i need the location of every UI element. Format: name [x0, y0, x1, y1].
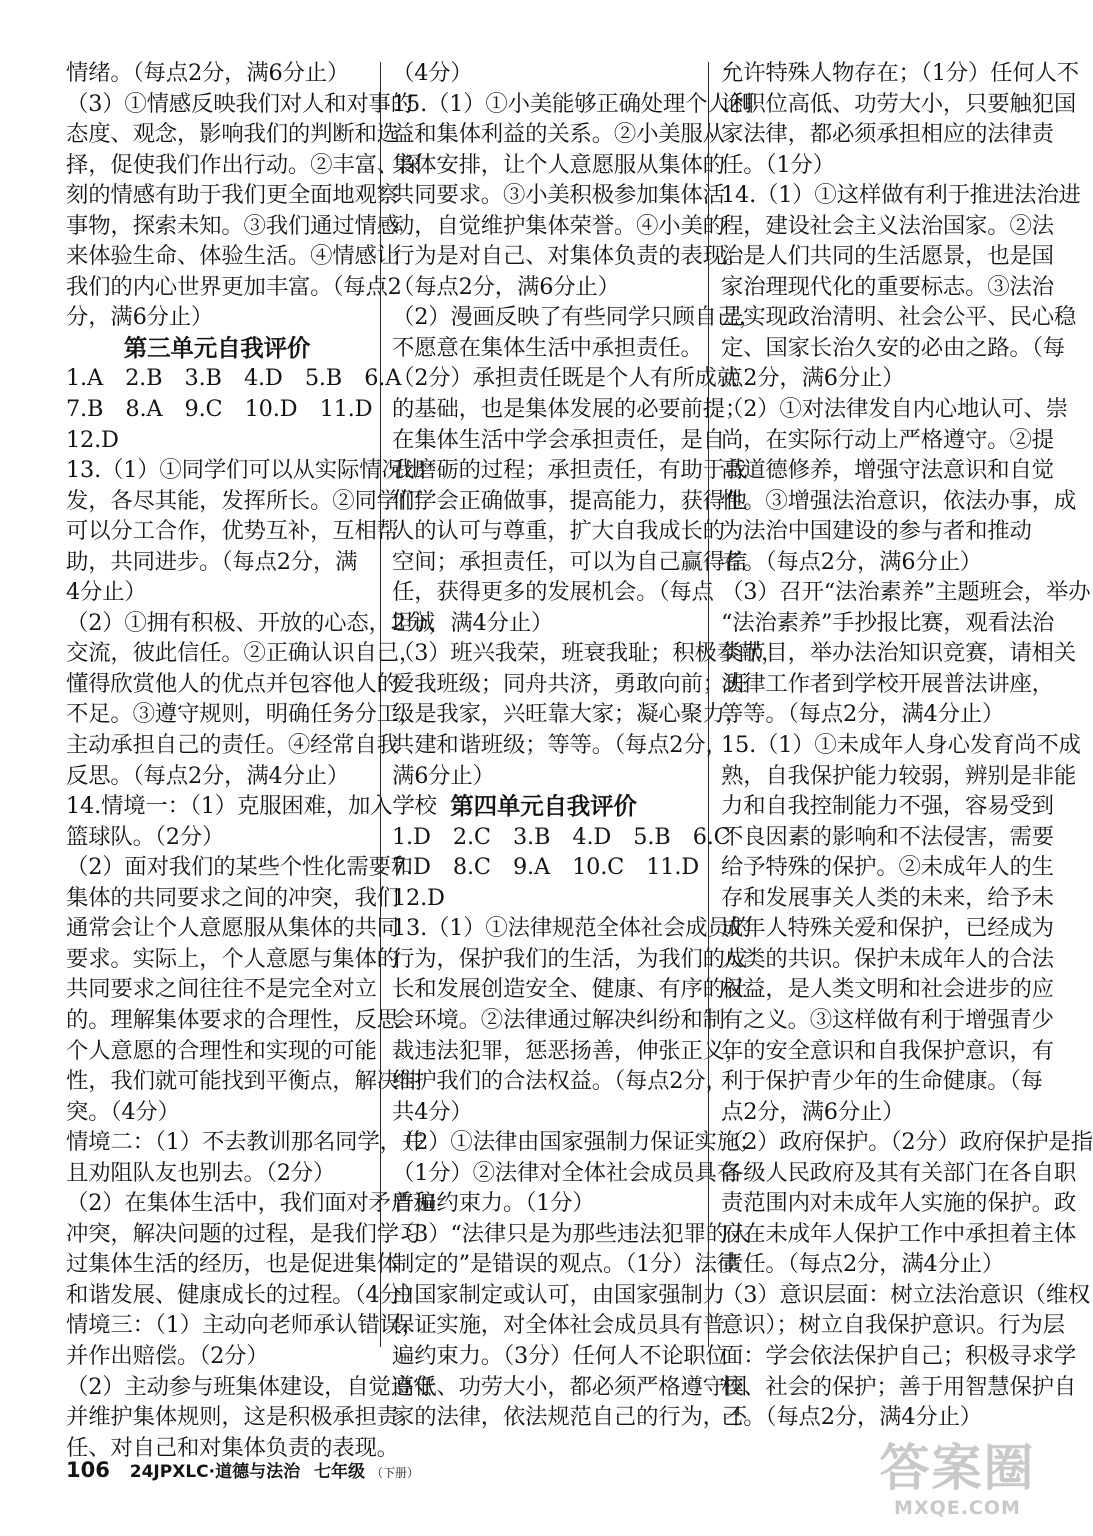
- column-divider: [708, 62, 709, 1347]
- answer-line: 来体验生命、体验生活。④情感让: [66, 243, 399, 270]
- answer-line: 己。（每点2分，满4分止）: [721, 1404, 982, 1431]
- answer-line: 1.A 2.B 3.B 4.D 5.B 6.A: [66, 365, 402, 392]
- answer-line: （2）漫画反映了有些同学只顾自己，: [392, 304, 762, 331]
- answer-line: （2）在集体生活中，我们面对矛盾和: [66, 1190, 436, 1217]
- answer-line: 意识）；树立自我保护意识。行为层: [721, 1312, 1065, 1339]
- answer-line: 益和集体利益的关系。②小美服从: [392, 121, 725, 148]
- answer-line: 空间；承担责任，可以为自己赢得信: [392, 548, 748, 575]
- answer-line: （3）①情感反映我们对人和对事的: [66, 90, 413, 117]
- answer-line: 任。（1分）: [721, 151, 835, 178]
- answer-line: 府在未成年人保护工作中承担着主体: [721, 1220, 1077, 1247]
- answer-line: 利于保护青少年的生命健康。（每: [721, 1068, 1043, 1095]
- answer-line: 我们的内心世界更加丰富。（每点2: [66, 273, 402, 300]
- section-heading: 第三单元自我评价: [123, 333, 311, 362]
- answer-line: 14.（1）①这样做有利于推进法治进: [721, 182, 1081, 209]
- answer-line: 力和自我控制能力不强，容易受到: [721, 793, 1054, 820]
- answer-line: 长和发展创造安全、健康、有序的社: [392, 976, 748, 1003]
- answer-line: （2）①拥有积极、开放的心态，坦诚: [66, 609, 436, 636]
- answer-line: 遍约束力。（3分）任何人不论职位: [392, 1342, 728, 1369]
- answer-line: 各级人民政府及其有关部门在各自职: [721, 1159, 1077, 1186]
- book-code: 24JPXLC·道德与法治: [129, 1462, 301, 1482]
- answer-line: 情绪。（每点2分，满6分止）: [66, 60, 350, 86]
- page-footer: [66, 1457, 419, 1482]
- answer-line: 论职位高低、功劳大小，只要触犯国: [721, 90, 1077, 117]
- answer-line: 共4分）: [392, 1098, 473, 1125]
- answer-line: 突。（4分）: [66, 1098, 180, 1125]
- column-divider: [380, 62, 381, 1347]
- answer-line: 面：学会依法保护自己；积极寻求学: [721, 1342, 1077, 1369]
- answer-line: 裁违法犯罪，惩恶扬善，伸张正义，: [392, 1037, 748, 1064]
- answer-line: 2分，满4分止）: [392, 609, 554, 636]
- answer-line: （2）面对我们的某些个性化需要和: [66, 854, 413, 881]
- answer-line: 集体的共同要求之间的冲突，我们: [66, 884, 399, 911]
- answer-line: 熟，自我保护能力较弱，辨别是非能: [721, 762, 1077, 789]
- answer-line: 家法律，都必须承担相应的法律责: [721, 121, 1054, 148]
- answer-line: 制定的”是错误的观点。（1分）法律: [392, 1251, 739, 1278]
- answer-line: 性。③增强法治意识，依法办事，成: [721, 487, 1077, 514]
- answer-line: 维护我们的合法权益。（每点2分，: [392, 1068, 728, 1095]
- answer-line: 共同要求。③小美积极参加集体活: [392, 182, 725, 209]
- answer-line: （2分）承担责任既是个人有所成就: [392, 365, 739, 392]
- answer-line: 行为，保护我们的生活，为我们的成: [392, 945, 748, 972]
- answer-line: 行为是对自己、对集体负责的表现。: [392, 243, 748, 270]
- answer-line: （3）“法律只是为那些违法犯罪的人: [392, 1220, 751, 1247]
- answer-line: 13.（1）①法律规范全体社会成员的: [392, 915, 752, 942]
- answer-line: 保证实施，对全体社会成员具有普: [392, 1312, 725, 1339]
- answer-line: 成年人特殊关爱和保护，已经成为: [721, 915, 1054, 942]
- answer-line: 们学会正确做事，提高能力，获得他: [392, 487, 748, 514]
- answer-line: 反思。（每点2分，满4分止）: [66, 762, 350, 789]
- answer-line: 情境二：（1）不去教训那名同学，并: [66, 1129, 424, 1156]
- answer-line: 的。理解集体要求的合理性，反思: [66, 1006, 399, 1033]
- page-number: 106: [66, 1458, 110, 1482]
- answer-line: 15.（1）①未成年人身心发育尚不成: [721, 732, 1081, 759]
- answer-line: 过集体生活的经历，也是促进集体: [66, 1251, 399, 1278]
- answer-line: 且劝阻队友也别去。（2分）: [66, 1159, 336, 1186]
- answer-line: 允许特殊人物存在；（1分）任何人不: [721, 60, 1079, 86]
- answer-line: 通常会让个人意愿服从集体的共同: [66, 915, 399, 942]
- answer-line: （2）主动参与班集体建设，自觉遵守: [66, 1373, 436, 1400]
- answer-line: 共同要求之间往往不是完全对立: [66, 976, 377, 1003]
- answer-line: 给予特殊的保护。②未成年人的生: [721, 854, 1054, 881]
- answer-line: （2）①对法律发自内心地认可、崇: [721, 396, 1068, 423]
- answer-line: 满6分止）: [392, 762, 495, 789]
- answer-line: （2）政府保护。（2分）政府保护是指: [721, 1129, 1093, 1156]
- answer-line: 并维护集体规则，这是积极承担责: [66, 1404, 399, 1431]
- answer-line: （每点2分，满6分止）: [392, 273, 620, 300]
- answer-line: 情境三：（1）主动向老师承认错误，: [66, 1312, 424, 1339]
- answer-line: 年的安全意识和自我保护意识，有: [721, 1037, 1054, 1064]
- answer-line: 高道德修养，增强守法意识和自觉: [721, 457, 1054, 484]
- answer-line: 家治理现代化的重要标志。③法治: [721, 273, 1054, 300]
- answer-column-3: [721, 58, 1093, 1431]
- answer-line: 7.B 8.A 9.C 10.D 11.D: [66, 396, 373, 423]
- answer-line: 要求。实际上，个人意愿与集体的: [66, 945, 399, 972]
- answer-line: 是实现政治清明、社会公平、民心稳: [721, 304, 1077, 331]
- answer-line: （4分）: [392, 60, 473, 86]
- answer-line: 1.D 2.C 3.B 4.D 5.B 6.C: [392, 823, 731, 850]
- answer-line: 点2分，满6分止）: [721, 365, 905, 392]
- answer-line: （2）①法律由国家强制力保证实施；: [392, 1129, 762, 1156]
- answer-line: 刻的情感有助于我们更全面地观察: [66, 182, 399, 209]
- answer-line: 等等。（每点2分，满4分止）: [721, 701, 1005, 728]
- answer-line: 人类的共识。保护未成年人的合法: [721, 945, 1054, 972]
- answer-line: 15.（1）①小美能够正确处理个人利: [392, 90, 752, 117]
- answer-line: 主动承担自己的责任。④经常自我: [66, 732, 399, 759]
- answer-line: 发，各尽其能，发挥所长。②同学们: [66, 487, 422, 514]
- answer-line: 14.情境一：（1）克服困难，加入学校: [66, 793, 437, 820]
- answer-line: 4分止）: [66, 579, 147, 606]
- answer-line: 责任。（每点2分，满4分止）: [721, 1251, 1005, 1278]
- answer-line: 7.D 8.C 9.A 10.C 11.D: [392, 854, 700, 881]
- answer-line: 类节目，举办法治知识竞赛，请相关: [721, 640, 1077, 667]
- answer-line: 的基础，也是集体发展的必要前提；: [392, 396, 748, 423]
- answer-line: 事物，探索未知。③我们通过情感: [66, 212, 399, 239]
- watermark-main: 答案圈: [879, 1439, 1036, 1497]
- answer-line: 高低、功劳大小，都必须严格遵守国: [392, 1373, 748, 1400]
- answer-line: 级是我家，兴旺靠大家；凝心聚力，: [392, 701, 748, 728]
- section-heading: 第四单元自我评价: [450, 792, 637, 821]
- answer-line: 并作出赔偿。（2分）: [66, 1342, 269, 1369]
- answer-line: 动，自觉维护集体荣誉。④小美的: [392, 212, 725, 239]
- answer-line: 尚，在实际行动上严格遵守。②提: [721, 426, 1054, 453]
- answer-line: 和谐发展、健康成长的过程。（4分）: [66, 1281, 424, 1308]
- answer-line: 由国家制定或认可，由国家强制力: [392, 1281, 725, 1308]
- volume-label: （下册）: [370, 1466, 419, 1480]
- answer-line: 态度、观念，影响我们的判断和选: [66, 121, 399, 148]
- answer-line: 冲突，解决问题的过程，是我们学习: [66, 1220, 422, 1247]
- grade-label: 七年级: [314, 1462, 366, 1482]
- answer-line: 篮球队。（2分）: [66, 823, 225, 850]
- answer-line: 程，建设社会主义法治国家。②法: [721, 212, 1054, 239]
- answer-line: 性，我们就可能找到平衡点，解决冲: [66, 1068, 422, 1095]
- watermark-sub: MXQE.COM: [894, 1497, 1021, 1519]
- answer-line: 为法治中国建设的参与者和推动: [721, 518, 1032, 545]
- answer-line: （3）班兴我荣，班衰我耻；积极奉献，: [392, 640, 784, 667]
- answer-line: 会环境。②法律通过解决纠纷和制: [392, 1006, 725, 1033]
- answer-line: 有之义。③这样做有利于增强青少: [721, 1006, 1054, 1033]
- answer-line: 可以分工合作，优势互补，互相帮: [66, 518, 399, 545]
- answer-line: （3）意识层面：树立法治意识（维权: [721, 1281, 1091, 1308]
- answer-line: 交流，彼此信任。②正确认识自己，: [66, 640, 422, 667]
- answer-line: 任，获得更多的发展机会。（每点: [392, 579, 714, 606]
- answer-line: 助，共同进步。（每点2分，满: [66, 548, 358, 575]
- answer-line: 爱我班级；同舟共济，勇敢向前；班: [392, 670, 748, 697]
- answer-line: 校、社会的保护；善于用智慧保护自: [721, 1373, 1077, 1400]
- answer-line: 12.D: [66, 426, 119, 453]
- answer-line: 责范围内对未成年人实施的保护。政: [721, 1190, 1077, 1217]
- answer-line: 法律工作者到学校开展普法讲座，: [721, 670, 1054, 697]
- answer-line: 人的认可与尊重，扩大自我成长的: [392, 518, 725, 545]
- answer-line: 任、对自己和对集体负责的表现。: [66, 1434, 399, 1461]
- answer-line: 在集体生活中学会承担责任，是自: [392, 426, 725, 453]
- answer-line: “法治素养”手抄报比赛，观看法治: [721, 609, 1055, 636]
- answer-line: 择，促使我们作出行动。②丰富、深: [66, 151, 422, 178]
- answer-line: 不愿意在集体生活中承担责任。: [392, 334, 703, 361]
- answer-line: 分，满6分止）: [66, 304, 214, 331]
- answer-line: 权益，是人类文明和社会进步的应: [721, 976, 1054, 1003]
- answer-line: 普遍约束力。（1分）: [392, 1190, 595, 1217]
- answer-line: （3）召开“法治素养”主题班会，举办: [721, 579, 1091, 606]
- answer-line: 家的法律，依法规范自己的行为，不: [392, 1404, 748, 1431]
- answer-line: 12.D: [392, 884, 445, 911]
- answer-line: 我磨砺的过程；承担责任，有助于我: [392, 457, 748, 484]
- answer-line: 13.（1）①同学们可以从实际情况出: [66, 457, 426, 484]
- answer-line: 点2分，满6分止）: [721, 1098, 905, 1125]
- answer-line: 不足。③遵守规则，明确任务分工，: [66, 701, 422, 728]
- answer-line: 者。（每点2分，满6分止）: [721, 548, 982, 575]
- answer-line: 定、国家长治久安的必由之路。（每: [721, 334, 1065, 361]
- answer-line: 治是人们共同的生活愿景，也是国: [721, 243, 1054, 270]
- answer-line: 个人意愿的合理性和实现的可能: [66, 1037, 377, 1064]
- answer-line: 存和发展事关人类的未来，给予未: [721, 884, 1054, 911]
- answer-line: 集体安排，让个人意愿服从集体的: [392, 151, 725, 178]
- site-watermark: [870, 1440, 1045, 1528]
- answer-line: 懂得欣赏他人的优点并包容他人的: [66, 670, 399, 697]
- answer-line: 共建和谐班级；等等。（每点2分，: [392, 732, 728, 759]
- answer-line: 不良因素的影响和不法侵害，需要: [721, 823, 1054, 850]
- answer-line: （1分）②法律对全体社会成员具有: [392, 1159, 739, 1186]
